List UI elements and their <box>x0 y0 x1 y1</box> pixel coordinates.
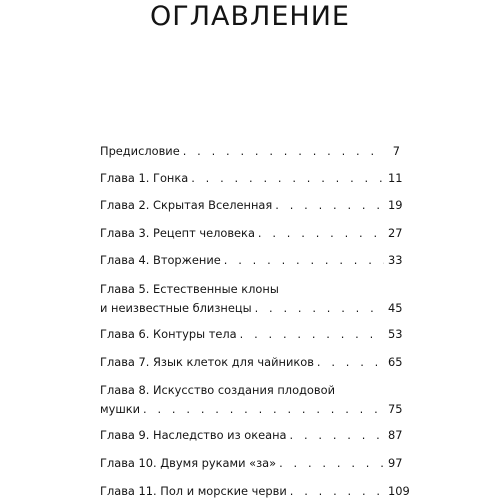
toc-entry-label: Глава 10. Двумя руками «за» <box>100 456 277 470</box>
toc-entry-label: Предисловие <box>100 144 180 158</box>
toc-entry-label: мушки <box>100 402 141 416</box>
dot-leader <box>224 253 384 267</box>
dot-leader <box>290 428 384 442</box>
dot-leader <box>275 198 384 212</box>
toc-entry-chapter-7[interactable] <box>100 355 403 369</box>
toc-entry-label: и неизвестные близнецы <box>100 301 252 315</box>
toc-entry-label: Глава 6. Контуры тела <box>100 327 237 341</box>
toc-entry-label: Глава 2. Скрытая Вселенная <box>100 198 273 212</box>
dot-leader <box>240 327 384 341</box>
dot-leader <box>255 301 384 315</box>
toc-entry-chapter-3[interactable] <box>100 226 403 240</box>
toc-page-number: 109 <box>388 484 410 498</box>
toc-page-number: 11 <box>388 171 403 185</box>
dot-leader <box>258 226 384 240</box>
toc-entry-chapter-5[interactable] <box>100 282 403 315</box>
dot-leader <box>290 484 384 498</box>
toc-entry-label-line: Глава 5. Естественные клоны <box>100 282 279 296</box>
toc-entry-chapter-2[interactable] <box>100 198 403 212</box>
toc-entry-label: Глава 1. Гонка <box>100 171 189 185</box>
toc-entry-preface[interactable] <box>100 144 400 158</box>
toc-page-number: 75 <box>388 402 403 416</box>
toc-page-number: 7 <box>392 144 400 158</box>
toc-page-number: 53 <box>388 327 403 341</box>
toc-entry-label: Глава 11. Пол и морские черви <box>100 484 287 498</box>
dot-leader <box>279 456 384 470</box>
toc-entry-chapter-9[interactable] <box>100 428 403 442</box>
toc-entry-label: Глава 4. Вторжение <box>100 253 221 267</box>
toc-entry-label: Глава 7. Язык клеток для чайников <box>100 355 314 369</box>
toc-entry-chapter-10[interactable] <box>100 456 403 470</box>
toc-entry-chapter-11[interactable] <box>100 484 410 498</box>
dot-leader <box>183 144 384 158</box>
toc-entry-chapter-6[interactable] <box>100 327 403 341</box>
toc-page-number: 27 <box>388 226 403 240</box>
toc-entry-chapter-4[interactable] <box>100 253 403 267</box>
toc-page-number: 45 <box>388 301 403 315</box>
toc-page-number: 97 <box>388 456 403 470</box>
toc-page-number: 65 <box>388 355 403 369</box>
toc-page-number: 33 <box>388 253 403 267</box>
toc-entry-label: Глава 3. Рецепт человека <box>100 226 255 240</box>
toc-entry-label: Глава 9. Наследство из океана <box>100 428 287 442</box>
toc-entry-chapter-8[interactable] <box>100 383 403 416</box>
dot-leader <box>191 171 384 185</box>
toc-entry-label-line: Глава 8. Искусство создания плодовой <box>100 383 335 397</box>
toc-page-number: 87 <box>388 428 403 442</box>
toc-entry-chapter-1[interactable] <box>100 171 403 185</box>
dot-leader <box>317 355 384 369</box>
toc-page-number: 19 <box>388 198 403 212</box>
page-title: ОГЛАВЛЕНИЕ <box>150 1 350 32</box>
dot-leader <box>143 402 384 416</box>
